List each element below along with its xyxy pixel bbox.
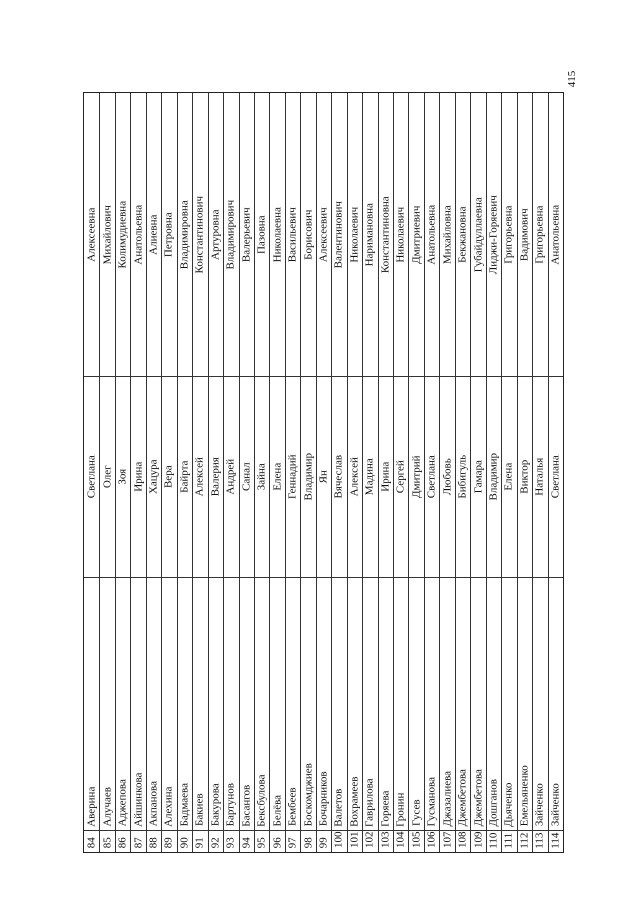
cell-num-text: 100 bbox=[332, 831, 345, 848]
table-row bbox=[285, 93, 300, 852]
cell-num-text: 104 bbox=[394, 831, 407, 848]
cell-last-text: Бакиев bbox=[193, 793, 206, 826]
cell-middle bbox=[100, 93, 114, 376]
cell-num-text: 111 bbox=[502, 832, 515, 849]
cell-middle bbox=[394, 93, 408, 376]
names-table bbox=[83, 92, 564, 853]
cell-num bbox=[100, 830, 114, 852]
table-row bbox=[99, 93, 114, 852]
cell-num bbox=[363, 830, 377, 852]
cell-num bbox=[301, 830, 315, 852]
cell-last bbox=[240, 577, 254, 830]
cell-first-text: Хацура bbox=[147, 459, 160, 495]
cell-num-text: 89 bbox=[162, 837, 175, 849]
cell-num-text: 93 bbox=[224, 837, 237, 849]
cell-num bbox=[116, 830, 130, 852]
cell-last-text: Валетов bbox=[332, 788, 345, 827]
cell-first bbox=[317, 376, 331, 577]
cell-num bbox=[193, 830, 207, 852]
cell-first-text: Зайна bbox=[255, 463, 268, 491]
cell-last bbox=[502, 577, 516, 830]
cell-last-text: Аджепова bbox=[116, 779, 129, 827]
cell-last-text: Айшинкова bbox=[131, 772, 144, 827]
cell-first bbox=[255, 376, 269, 577]
cell-num-text: 95 bbox=[255, 837, 268, 849]
cell-middle-text: Алексеевич bbox=[317, 207, 330, 263]
cell-last-text: Бексбулова bbox=[255, 774, 268, 827]
cell-middle bbox=[502, 93, 516, 376]
cell-first-text: Светлана bbox=[549, 455, 562, 499]
cell-last bbox=[549, 577, 563, 830]
table-row bbox=[455, 93, 470, 852]
cell-num bbox=[425, 830, 439, 852]
cell-middle-text: Николаевна bbox=[270, 207, 283, 263]
cell-num bbox=[440, 830, 454, 852]
cell-last-text: Дошганов bbox=[487, 779, 500, 827]
cell-last-text: Зайченко bbox=[533, 783, 546, 827]
cell-num-text: 84 bbox=[84, 837, 97, 849]
cell-middle bbox=[409, 93, 423, 376]
cell-first-text: Вера bbox=[162, 465, 175, 489]
cell-num bbox=[409, 830, 423, 852]
cell-middle-text: Михайловна bbox=[440, 205, 453, 265]
table-row bbox=[378, 93, 393, 852]
cell-first-text: Байрта bbox=[178, 460, 191, 493]
cell-first-text: Алексей bbox=[348, 457, 361, 497]
cell-last-text: Вохрамеев bbox=[348, 776, 361, 827]
cell-last bbox=[409, 577, 423, 830]
table-row bbox=[470, 93, 485, 852]
cell-num-text: 107 bbox=[440, 831, 453, 848]
table-row bbox=[300, 93, 315, 852]
cell-last bbox=[471, 577, 485, 830]
cell-num-text: 106 bbox=[425, 831, 438, 848]
table-row bbox=[532, 93, 547, 852]
cell-first-text: Алексей bbox=[193, 457, 206, 497]
cell-first bbox=[549, 376, 563, 577]
cell-num-text: 92 bbox=[209, 837, 222, 849]
cell-num-text: 109 bbox=[471, 831, 484, 848]
table-row bbox=[424, 93, 439, 852]
cell-first-text: Светлана bbox=[425, 455, 438, 499]
cell-middle-text: Николаевич bbox=[348, 206, 361, 263]
cell-last bbox=[224, 577, 238, 830]
table-row bbox=[130, 93, 145, 852]
cell-last bbox=[131, 577, 145, 830]
cell-middle bbox=[487, 93, 501, 376]
cell-middle bbox=[317, 93, 331, 376]
cell-first-text: Любовь bbox=[440, 458, 453, 496]
cell-middle-text: Константинович bbox=[193, 195, 206, 274]
cell-first bbox=[471, 376, 485, 577]
cell-last-text: Бартунов bbox=[224, 783, 237, 827]
cell-num-text: 108 bbox=[456, 831, 469, 848]
cell-middle bbox=[84, 93, 99, 376]
cell-middle-text: Владимировна bbox=[178, 200, 191, 270]
cell-first bbox=[440, 376, 454, 577]
cell-num bbox=[209, 830, 223, 852]
cell-middle bbox=[348, 93, 362, 376]
cell-first-text: Санал bbox=[240, 462, 253, 492]
cell-last bbox=[394, 577, 408, 830]
cell-first bbox=[332, 376, 346, 577]
table-row bbox=[362, 93, 377, 852]
cell-num-text: 91 bbox=[193, 837, 206, 849]
cell-num-text: 101 bbox=[348, 831, 361, 848]
cell-first bbox=[456, 376, 470, 577]
table-row bbox=[316, 93, 331, 852]
cell-last-text: Гронин bbox=[394, 792, 407, 827]
cell-num-text: 86 bbox=[116, 837, 129, 849]
cell-last bbox=[425, 577, 439, 830]
cell-first-text: Ирина bbox=[379, 461, 392, 492]
cell-last-text: Гусманова bbox=[425, 777, 438, 827]
cell-middle bbox=[533, 93, 547, 376]
cell-last bbox=[301, 577, 315, 830]
cell-first bbox=[224, 376, 238, 577]
cell-last-text: Бочарников bbox=[317, 771, 330, 827]
cell-num-text: 98 bbox=[301, 837, 314, 849]
cell-middle-text: Анатольевна bbox=[131, 204, 144, 265]
cell-first-text: Мадина bbox=[363, 458, 376, 496]
cell-num-text: 85 bbox=[100, 837, 113, 849]
cell-first bbox=[379, 376, 393, 577]
cell-num-text: 103 bbox=[379, 831, 392, 848]
cell-last bbox=[332, 577, 346, 830]
cell-last-text: Бембеев bbox=[286, 787, 299, 827]
cell-middle-text: Алиевна bbox=[147, 214, 160, 255]
cell-num bbox=[317, 830, 331, 852]
cell-middle bbox=[255, 93, 269, 376]
cell-last-text: Гусев bbox=[409, 799, 422, 826]
cell-num bbox=[502, 830, 516, 852]
cell-first bbox=[502, 376, 516, 577]
table-row bbox=[517, 93, 532, 852]
cell-num-text: 105 bbox=[409, 831, 422, 848]
table-row bbox=[84, 93, 99, 852]
cell-last-text: Джембетова bbox=[456, 769, 469, 827]
cell-last bbox=[363, 577, 377, 830]
cell-first-text: Гамара bbox=[471, 460, 484, 494]
cell-middle-text: Валентинович bbox=[332, 201, 345, 269]
cell-last-text: Бакурова bbox=[209, 783, 222, 827]
cell-first bbox=[147, 376, 161, 577]
cell-first-text: Ян bbox=[317, 470, 330, 484]
cell-middle bbox=[240, 93, 254, 376]
cell-last-text: Акпанова bbox=[147, 781, 160, 827]
cell-first-text: Вячеслав bbox=[332, 454, 345, 499]
cell-middle bbox=[131, 93, 145, 376]
cell-last bbox=[518, 577, 532, 830]
cell-middle bbox=[332, 93, 346, 376]
cell-middle bbox=[549, 93, 563, 376]
cell-last bbox=[533, 577, 547, 830]
cell-middle bbox=[471, 93, 485, 376]
cell-middle bbox=[270, 93, 284, 376]
table-row bbox=[254, 93, 269, 852]
table-row bbox=[161, 93, 176, 852]
cell-middle-text: Анатольевна bbox=[549, 204, 562, 265]
cell-middle-text: Лиджи-Горяевич bbox=[487, 195, 500, 275]
cell-last bbox=[100, 577, 114, 830]
cell-first-text: Владимир bbox=[487, 452, 500, 501]
table-row bbox=[408, 93, 423, 852]
cell-num bbox=[332, 830, 346, 852]
cell-last-text: Зайченко bbox=[549, 783, 562, 827]
table-row bbox=[146, 93, 161, 852]
cell-num-text: 97 bbox=[286, 837, 299, 849]
cell-last bbox=[286, 577, 300, 830]
cell-num bbox=[178, 830, 192, 852]
cell-first bbox=[363, 376, 377, 577]
cell-first bbox=[193, 376, 207, 577]
cell-last bbox=[379, 577, 393, 830]
cell-middle-text: Валерьевич bbox=[240, 207, 253, 263]
cell-last bbox=[178, 577, 192, 830]
cell-num-text: 90 bbox=[178, 837, 191, 849]
cell-middle bbox=[147, 93, 161, 376]
cell-middle bbox=[116, 93, 130, 376]
cell-num bbox=[162, 830, 176, 852]
cell-first bbox=[178, 376, 192, 577]
table-row bbox=[486, 93, 501, 852]
table-row bbox=[439, 93, 454, 852]
cell-num-text: 96 bbox=[270, 837, 283, 849]
table-row bbox=[223, 93, 238, 852]
table-row bbox=[393, 93, 408, 852]
cell-num bbox=[533, 830, 547, 852]
cell-last bbox=[270, 577, 284, 830]
cell-first-text: Ирина bbox=[131, 461, 144, 492]
cell-first bbox=[84, 376, 99, 577]
cell-first bbox=[209, 376, 223, 577]
cell-last-text: Алехина bbox=[162, 786, 175, 827]
cell-last-text: Басангов bbox=[240, 784, 253, 827]
cell-middle-text: Дмитриевич bbox=[409, 205, 422, 264]
cell-num bbox=[286, 830, 300, 852]
cell-last-text: Джембетова bbox=[471, 769, 484, 827]
cell-num bbox=[518, 830, 532, 852]
cell-first-text: Валерия bbox=[209, 457, 222, 497]
cell-num-text: 114 bbox=[549, 832, 562, 849]
cell-first-text: Андрей bbox=[224, 458, 237, 495]
cell-first-text: Елена bbox=[270, 462, 283, 491]
cell-first-text: Светлана bbox=[84, 455, 97, 499]
table-row bbox=[239, 93, 254, 852]
cell-num bbox=[224, 830, 238, 852]
cell-num bbox=[379, 830, 393, 852]
cell-first bbox=[162, 376, 176, 577]
cell-middle bbox=[518, 93, 532, 376]
cell-first bbox=[240, 376, 254, 577]
cell-middle-text: Пазовна bbox=[255, 215, 268, 255]
cell-middle-text: Анатольевна bbox=[425, 204, 438, 265]
cell-first bbox=[301, 376, 315, 577]
cell-first bbox=[100, 376, 114, 577]
cell-num bbox=[147, 830, 161, 852]
cell-num-text: 99 bbox=[317, 837, 330, 849]
cell-middle bbox=[301, 93, 315, 376]
cell-last-text: Гаврилова bbox=[363, 777, 376, 827]
cell-middle-text: Григорьевна bbox=[502, 205, 515, 264]
cell-middle-text: Вадимович bbox=[518, 208, 531, 262]
cell-middle bbox=[178, 93, 192, 376]
cell-num-text: 112 bbox=[518, 832, 531, 849]
cell-middle-text: Бекжановна bbox=[456, 206, 469, 263]
cell-first bbox=[286, 376, 300, 577]
cell-last-text: Белёва bbox=[270, 794, 283, 826]
table-row bbox=[177, 93, 192, 852]
cell-first bbox=[116, 376, 130, 577]
cell-last bbox=[147, 577, 161, 830]
cell-last-text: Аверина bbox=[84, 786, 97, 827]
cell-middle-text: Наримановна bbox=[363, 203, 376, 267]
cell-last bbox=[193, 577, 207, 830]
cell-last bbox=[209, 577, 223, 830]
cell-last bbox=[456, 577, 470, 830]
cell-first-text: Елена bbox=[502, 462, 515, 491]
cell-num bbox=[270, 830, 284, 852]
cell-num bbox=[84, 830, 99, 852]
cell-first bbox=[131, 376, 145, 577]
cell-middle bbox=[440, 93, 454, 376]
cell-first bbox=[487, 376, 501, 577]
cell-first-text: Дмитрий bbox=[409, 455, 422, 499]
cell-middle-text: Константиновна bbox=[379, 196, 392, 274]
cell-num bbox=[255, 830, 269, 852]
cell-num bbox=[131, 830, 145, 852]
cell-middle bbox=[224, 93, 238, 376]
cell-last-text: Дьяченко bbox=[502, 782, 515, 827]
cell-first-text: Геннадий bbox=[286, 454, 299, 499]
cell-middle-text: Петровна bbox=[162, 212, 175, 258]
cell-last bbox=[116, 577, 130, 830]
cell-middle bbox=[209, 93, 223, 376]
cell-first-text: Виктор bbox=[518, 459, 531, 494]
cell-num-text: 113 bbox=[533, 832, 546, 849]
table-row bbox=[501, 93, 516, 852]
cell-middle-text: Васильевич bbox=[286, 207, 299, 263]
table-row bbox=[208, 93, 223, 852]
cell-middle-text: Николаевич bbox=[394, 206, 407, 263]
cell-middle bbox=[363, 93, 377, 376]
cell-first bbox=[270, 376, 284, 577]
cell-last bbox=[487, 577, 501, 830]
cell-first bbox=[394, 376, 408, 577]
table-row bbox=[331, 93, 346, 852]
cell-middle-text: Борисович bbox=[301, 209, 314, 260]
cell-num bbox=[394, 830, 408, 852]
cell-first bbox=[348, 376, 362, 577]
cell-middle-text: Алексеевна bbox=[84, 207, 97, 262]
cell-last bbox=[162, 577, 176, 830]
cell-num bbox=[240, 830, 254, 852]
cell-last-text: Емельяненко bbox=[518, 765, 531, 827]
cell-middle bbox=[193, 93, 207, 376]
cell-first bbox=[518, 376, 532, 577]
cell-num-text: 87 bbox=[131, 837, 144, 849]
cell-first bbox=[409, 376, 423, 577]
cell-middle bbox=[162, 93, 176, 376]
cell-last bbox=[84, 577, 99, 830]
cell-middle-text: Григорьевна bbox=[533, 205, 546, 264]
cell-first-text: Владимир bbox=[301, 452, 314, 501]
cell-num-text: 88 bbox=[147, 837, 160, 849]
page-number: 415 bbox=[566, 70, 578, 88]
cell-middle bbox=[379, 93, 393, 376]
table-row bbox=[269, 93, 284, 852]
cell-num-text: 110 bbox=[487, 832, 500, 849]
cell-last-text: Бадмаева bbox=[178, 783, 191, 827]
cell-middle bbox=[456, 93, 470, 376]
cell-first-text: Бибигуль bbox=[456, 454, 469, 499]
cell-middle-text: Артуровна bbox=[209, 209, 222, 260]
cell-middle bbox=[425, 93, 439, 376]
cell-middle-text: Михайлович bbox=[100, 205, 113, 265]
cell-num bbox=[487, 830, 501, 852]
cell-num-text: 94 bbox=[240, 837, 253, 849]
cell-num bbox=[471, 830, 485, 852]
cell-last-text: Боскомджиев bbox=[301, 763, 314, 827]
cell-first-text: Наталья bbox=[533, 457, 546, 496]
cell-middle-text: Колимудиевна bbox=[116, 200, 129, 269]
table-row bbox=[115, 93, 130, 852]
cell-last-text: Алучаев bbox=[100, 787, 113, 827]
cell-first-text: Зоя bbox=[116, 468, 129, 485]
cell-middle-text: Губайдуллаевна bbox=[471, 197, 484, 273]
cell-last bbox=[317, 577, 331, 830]
cell-last-text: Горяева bbox=[379, 790, 392, 827]
table-row bbox=[347, 93, 362, 852]
cell-num bbox=[549, 830, 563, 852]
cell-first-text: Олег bbox=[100, 465, 113, 489]
cell-num-text: 102 bbox=[363, 831, 376, 848]
cell-first bbox=[425, 376, 439, 577]
cell-num bbox=[456, 830, 470, 852]
cell-last-text: Джазалиева bbox=[440, 770, 453, 826]
cell-last bbox=[255, 577, 269, 830]
table-row bbox=[548, 93, 563, 852]
cell-middle bbox=[286, 93, 300, 376]
cell-last bbox=[440, 577, 454, 830]
cell-first bbox=[533, 376, 547, 577]
cell-num bbox=[348, 830, 362, 852]
cell-last bbox=[348, 577, 362, 830]
cell-middle-text: Владимирович bbox=[224, 199, 237, 270]
cell-first-text: Сергей bbox=[394, 460, 407, 494]
table-row bbox=[192, 93, 207, 852]
